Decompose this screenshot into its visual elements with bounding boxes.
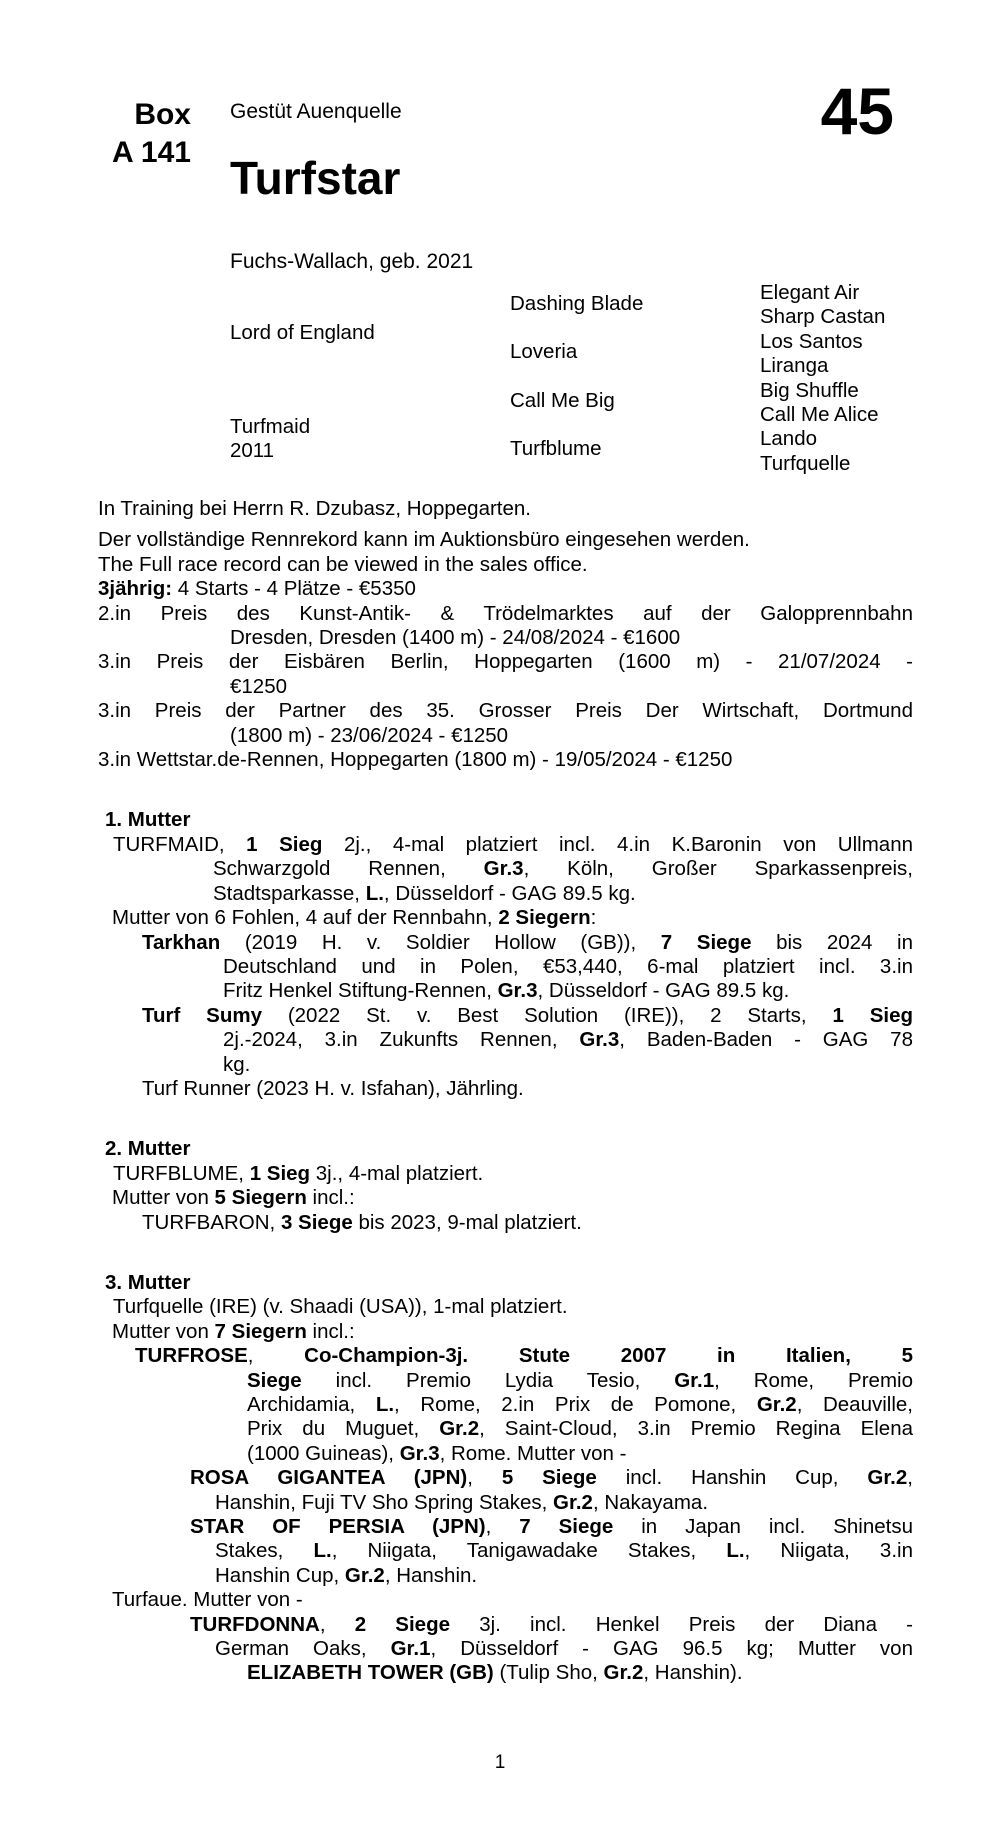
text-line bbox=[135, 1393, 913, 1417]
horse-details: Fuchs-Wallach, geb. 2021 bbox=[230, 250, 474, 273]
bold-text: 5 Siegern bbox=[214, 1186, 307, 1210]
text-paragraph bbox=[113, 1162, 913, 1186]
text-line bbox=[190, 1515, 913, 1539]
text: , bbox=[485, 1515, 520, 1539]
text: Stakes, bbox=[215, 1539, 314, 1563]
bold-text: Gr.2 bbox=[439, 1417, 480, 1441]
text: German Oaks, bbox=[215, 1637, 391, 1661]
bold-text: Gr.3 bbox=[497, 979, 538, 1003]
dam-section bbox=[98, 1271, 913, 1686]
text: kg. bbox=[223, 1052, 251, 1076]
text-line bbox=[190, 1466, 913, 1490]
text: Fritz Henkel Stiftung-Rennen, bbox=[223, 979, 498, 1003]
pedigree-horse-name: Lord of England bbox=[230, 321, 375, 344]
text-line bbox=[135, 1369, 913, 1393]
text: , Nakayama. bbox=[592, 1490, 709, 1514]
text: (2022 St. v. Best Solution (IRE)), 2 Starts, bbox=[261, 1003, 833, 1027]
text-line bbox=[98, 675, 913, 699]
text-line bbox=[190, 1661, 913, 1685]
text-line bbox=[112, 1320, 913, 1344]
text: , Rome. Mutter von - bbox=[439, 1441, 627, 1465]
text: Deutschland und in Polen, €53,440, 6-mal platziert incl. 3.in bbox=[223, 954, 913, 978]
text-paragraph bbox=[142, 1211, 913, 1235]
text: Turf Runner (2023 H. v. Isfahan), Jährling. bbox=[142, 1076, 524, 1100]
text-line bbox=[142, 955, 913, 979]
pedigree-horse-name: Los Santos bbox=[760, 329, 863, 353]
bold-text: 3jährig: bbox=[98, 577, 173, 601]
text: Stadtsparkasse, bbox=[213, 881, 366, 905]
text-line bbox=[142, 1053, 913, 1077]
text-line bbox=[112, 906, 913, 930]
pedigree-horse-name: Loveria bbox=[510, 340, 578, 363]
text-line bbox=[190, 1491, 913, 1515]
bold-text: L. bbox=[726, 1539, 745, 1563]
text-paragraph bbox=[98, 699, 913, 748]
horse-name-title: Turfstar bbox=[230, 152, 401, 204]
bold-text: Gr.2 bbox=[344, 1563, 385, 1587]
text-line bbox=[142, 979, 913, 1003]
bold-text: Siege bbox=[247, 1368, 302, 1392]
text: , Düsseldorf - GAG 89.5 kg. bbox=[383, 881, 636, 905]
text: Turfquelle (IRE) (v. Shaadi (USA)), 1-mal platziert. bbox=[113, 1295, 568, 1319]
text: Hanshin, Fuji TV Sho Spring Stakes, bbox=[215, 1490, 554, 1514]
text: , Niigata, 3.in bbox=[744, 1539, 913, 1563]
bold-text: Turf Sumy bbox=[142, 1003, 262, 1027]
bold-text: Gr.1 bbox=[390, 1637, 431, 1661]
text: TURFMAID, bbox=[113, 832, 247, 856]
text: bis 2024 in bbox=[751, 930, 913, 954]
text: Mutter von 6 Fohlen, 4 auf der Rennbahn, bbox=[112, 906, 499, 930]
text-line bbox=[98, 724, 913, 748]
bold-text: Gr.2 bbox=[756, 1393, 797, 1416]
text: , Rome, Premio bbox=[714, 1368, 913, 1392]
text: 3.in Preis der Partner des 35. Grosser Preis Der Wirtschaft, Dortmund bbox=[98, 699, 913, 723]
training-note: In Training bei Herrn R. Dzubasz, Hoppegarten. bbox=[98, 497, 532, 520]
pedigree-table bbox=[98, 281, 913, 481]
text-paragraph bbox=[190, 1466, 913, 1515]
race-record bbox=[98, 577, 913, 772]
page-content bbox=[98, 281, 914, 1686]
pedigree-entry bbox=[230, 321, 375, 345]
bold-text: Gr.2 bbox=[553, 1490, 593, 1514]
text-paragraph bbox=[112, 1320, 913, 1344]
text: bis 2023, 9-mal platziert. bbox=[352, 1210, 582, 1234]
text-line bbox=[190, 1564, 913, 1588]
text: , Hanshin). bbox=[643, 1661, 743, 1685]
text-line bbox=[190, 1613, 913, 1637]
bold-text: ROSA GIGANTEA (JPN) bbox=[190, 1466, 468, 1490]
pedigree-horse-name: Dashing Blade bbox=[510, 292, 644, 315]
pedigree-entry bbox=[230, 415, 310, 464]
text: incl. Premio Lydia Tesio, bbox=[301, 1368, 675, 1392]
pedigree-horse-name: Call Me Alice bbox=[760, 403, 879, 427]
text: (2019 H. v. Soldier Hollow (GB)), bbox=[220, 930, 661, 954]
pedigree-horse-name: Turfmaid bbox=[230, 415, 311, 438]
text-line bbox=[98, 699, 913, 723]
text-paragraph bbox=[98, 650, 913, 699]
text-paragraph bbox=[142, 931, 913, 1004]
text-line bbox=[142, 1077, 913, 1101]
bold-text: 1 Sieg bbox=[246, 832, 323, 856]
text: , Niigata, Tanigawadake Stakes, bbox=[331, 1539, 727, 1563]
text-line bbox=[113, 857, 913, 881]
bold-text: 5 Siege bbox=[501, 1466, 597, 1490]
bold-text: Gr.3 bbox=[399, 1441, 440, 1465]
text-line bbox=[113, 1162, 913, 1186]
pedigree-horse-name: Turfquelle bbox=[760, 451, 851, 475]
text-line bbox=[98, 748, 913, 772]
bold-text: Gr.2 bbox=[603, 1661, 644, 1685]
bold-text: ELIZABETH TOWER (GB) bbox=[247, 1661, 494, 1685]
dam-sections bbox=[98, 808, 913, 1685]
bold-text: 7 Siege bbox=[660, 930, 752, 954]
text-line bbox=[112, 1588, 913, 1612]
dam-section-title: 1. Mutter bbox=[105, 808, 191, 832]
text-paragraph bbox=[190, 1515, 913, 1588]
pedigree-horse-name: Turfblume bbox=[510, 437, 602, 460]
text: Mutter von bbox=[112, 1319, 215, 1343]
text: , bbox=[907, 1466, 913, 1490]
bold-text: L. bbox=[375, 1393, 395, 1416]
bold-text: 1 Sieg bbox=[249, 1161, 311, 1185]
text: 3.in Wettstar.de-Rennen, Hoppegarten (1800 m) - 19/05/2024 - €1250 bbox=[98, 748, 733, 772]
bold-text: 2 Siegern bbox=[498, 906, 591, 930]
text-line bbox=[142, 1028, 913, 1052]
text: , Saint-Cloud, 3.in Premio Regina Elena bbox=[479, 1417, 914, 1441]
text: in Japan incl. Shinetsu bbox=[613, 1515, 914, 1539]
text: , bbox=[247, 1344, 305, 1368]
text-paragraph bbox=[98, 577, 913, 601]
bold-text: L. bbox=[365, 881, 384, 905]
text-line bbox=[98, 577, 913, 601]
text: 4 Starts - 4 Plätze - €5350 bbox=[172, 577, 416, 601]
text-line bbox=[98, 650, 913, 674]
page-number: 1 bbox=[494, 1752, 506, 1773]
text-paragraph bbox=[190, 1613, 913, 1686]
text-paragraph bbox=[98, 748, 913, 772]
text: (Tulip Sho, bbox=[493, 1661, 604, 1685]
bold-text: L. bbox=[313, 1539, 332, 1563]
pedigree-horse-name: Lando bbox=[760, 427, 818, 451]
pedigree-horse-name: Liranga bbox=[760, 354, 829, 378]
text: Turfaue. Mutter von - bbox=[112, 1588, 303, 1612]
text-line bbox=[135, 1344, 913, 1368]
text: Schwarzgold Rennen, bbox=[213, 857, 484, 881]
text: , Hanshin. bbox=[384, 1563, 478, 1587]
bold-text: Gr.3 bbox=[579, 1028, 620, 1052]
pedigree-generation-3 bbox=[760, 281, 885, 476]
bold-text: 2 Siege bbox=[354, 1612, 451, 1636]
text-line bbox=[142, 931, 913, 955]
box-number: A 141 bbox=[112, 136, 191, 169]
pedigree-horse-name: Call Me Big bbox=[510, 389, 615, 412]
text: , Rome, 2.in Prix de Pomone, bbox=[394, 1393, 757, 1416]
text-line bbox=[190, 1539, 913, 1563]
text: Dresden, Dresden (1400 m) - 24/08/2024 - €1600 bbox=[230, 626, 681, 650]
record-notice bbox=[98, 528, 913, 577]
text-paragraph bbox=[113, 833, 913, 906]
bold-text: 7 Siegern bbox=[214, 1319, 307, 1343]
text: , bbox=[319, 1612, 355, 1636]
text: incl. Hanshin Cup, bbox=[596, 1466, 868, 1490]
text: 2j., 4-mal platziert incl. 4.in K.Baronin von Ullmann bbox=[322, 832, 914, 856]
bold-text: 7 Siege bbox=[519, 1515, 614, 1539]
text: : bbox=[590, 906, 597, 930]
bold-text: Tarkhan bbox=[142, 930, 221, 954]
bold-text: TURFDONNA bbox=[190, 1612, 320, 1636]
text: incl.: bbox=[306, 1319, 355, 1343]
text-line bbox=[142, 1211, 913, 1235]
text: , Düsseldorf - GAG 89.5 kg. bbox=[537, 979, 790, 1003]
text-paragraph bbox=[98, 602, 913, 651]
bold-text: TURFROSE bbox=[135, 1344, 248, 1368]
text-line bbox=[135, 1442, 913, 1466]
dam-section bbox=[98, 808, 913, 1101]
text-line bbox=[190, 1637, 913, 1661]
text-line bbox=[98, 602, 913, 626]
text-line bbox=[113, 833, 913, 857]
text: TURFBARON, bbox=[142, 1210, 281, 1234]
catalog-lot-number: 45 bbox=[820, 74, 894, 148]
text: €1250 bbox=[230, 674, 288, 698]
bold-text: 3 Siege bbox=[280, 1210, 353, 1234]
dam-section bbox=[98, 1137, 913, 1235]
text: 3.in Preis der Eisbären Berlin, Hoppegarten (1600 m) - 21/07/2024 - bbox=[98, 650, 913, 674]
bold-text: STAR OF PERSIA (JPN) bbox=[190, 1515, 486, 1539]
pedigree-horse-name: Elegant Air bbox=[760, 281, 860, 304]
text: , Deauville, bbox=[796, 1393, 913, 1416]
consignor-name: Gestüt Auenquelle bbox=[230, 100, 402, 123]
pedigree-horse-year: 2011 bbox=[230, 439, 275, 463]
text: Archidamia, bbox=[247, 1393, 376, 1416]
text: Prix du Muguet, bbox=[247, 1417, 440, 1441]
text-line bbox=[98, 626, 913, 650]
bold-text: Gr.3 bbox=[483, 857, 524, 881]
text-paragraph bbox=[142, 1077, 913, 1101]
text-paragraph bbox=[112, 1186, 913, 1210]
text: , Köln, Großer Sparkassenpreis, bbox=[523, 857, 913, 881]
box-label: Box bbox=[134, 98, 191, 131]
text: 3j., 4-mal platziert. bbox=[310, 1161, 484, 1185]
text: , bbox=[467, 1466, 502, 1490]
text-line bbox=[113, 882, 913, 906]
dam-section-title: 3. Mutter bbox=[105, 1270, 191, 1294]
bold-text: Gr.1 bbox=[674, 1368, 715, 1392]
text-paragraph bbox=[112, 906, 913, 930]
text: 2j.-2024, 3.in Zukunfts Rennen, bbox=[223, 1028, 580, 1052]
text-line bbox=[112, 1186, 913, 1210]
record-notice-de: Der vollständige Rennrekord kann im Auktionsbüro eingesehen werden. bbox=[98, 528, 750, 552]
text: (1800 m) - 23/06/2024 - €1250 bbox=[230, 723, 509, 747]
text-paragraph bbox=[135, 1344, 913, 1466]
bold-text: Co-Champion-3j. Stute 2007 in Italien, 5 bbox=[304, 1344, 913, 1368]
text: 2.in Preis des Kunst-Antik- & Trödelmarktes auf der Galopprennbahn bbox=[98, 601, 913, 625]
text: , Düsseldorf - GAG 96.5 kg; Mutter von bbox=[430, 1637, 913, 1661]
text: , Baden-Baden - GAG 78 bbox=[619, 1028, 913, 1052]
text-line bbox=[113, 1295, 913, 1319]
text: Mutter von bbox=[112, 1186, 215, 1210]
pedigree-horse-name: Big Shuffle bbox=[760, 378, 859, 402]
text: 3j. incl. Henkel Preis der Diana - bbox=[450, 1612, 913, 1636]
text-paragraph bbox=[142, 1004, 913, 1077]
bold-text: 1 Sieg bbox=[832, 1003, 913, 1027]
text: TURFBLUME, bbox=[113, 1161, 250, 1185]
box-block bbox=[105, 96, 191, 172]
bold-text: Gr.2 bbox=[867, 1466, 908, 1490]
record-notice-en: The Full race record can be viewed in the sales office. bbox=[98, 552, 588, 576]
text-paragraph bbox=[113, 1295, 913, 1319]
dam-section-title: 2. Mutter bbox=[105, 1137, 191, 1161]
text: (1000 Guineas), bbox=[247, 1441, 400, 1465]
text: incl.: bbox=[306, 1186, 355, 1210]
text-paragraph bbox=[112, 1588, 913, 1612]
text-line bbox=[142, 1004, 913, 1028]
pedigree-horse-name: Sharp Castan bbox=[760, 305, 886, 329]
text: Hanshin Cup, bbox=[215, 1563, 345, 1587]
text-line bbox=[135, 1417, 913, 1441]
